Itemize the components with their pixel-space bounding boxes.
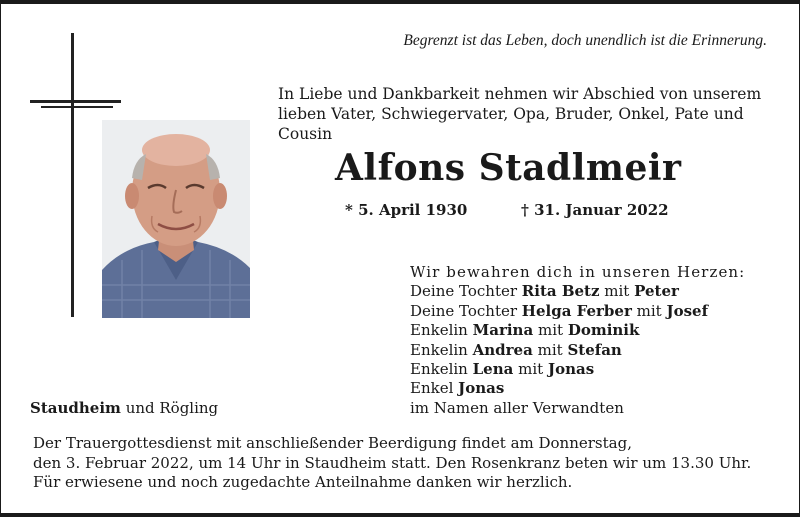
service-details	[33, 434, 773, 493]
intro-line: lieben Vater, Schwiegervater, Opa, Bruder, Onkel, Pate und	[278, 105, 744, 123]
location	[30, 399, 218, 417]
intro-line: Cousin	[278, 125, 333, 143]
intro-text	[278, 84, 778, 144]
death-date: † 31. Januar 2022	[521, 201, 669, 219]
footer-line: den 3. Februar 2022, um 14 Uhr in Staudheim statt. Den Rosenkranz beten wir um 13.30 Uhr.	[33, 453, 752, 472]
mourners-closing: im Namen aller Verwandten	[410, 398, 624, 417]
portrait-photo	[102, 120, 250, 318]
mourner-line: Enkelin Marina mit Dominik	[410, 321, 640, 340]
mourners-list	[410, 263, 780, 418]
mourner-line: Deine Tochter Rita Betz mit Peter	[410, 282, 679, 301]
deceased-name: Alfons Stadlmeir	[335, 147, 682, 189]
birth-date: * 5. April 1930	[345, 201, 468, 219]
mourner-line: Enkel Jonas	[410, 379, 505, 398]
mourners-heading: Wir bewahren dich in unseren Herzen:	[410, 263, 746, 281]
location-rest: und Rögling	[125, 399, 219, 417]
footer-line: Für erwiesene und noch zugedachte Anteilnahme danken wir herzlich.	[33, 473, 573, 491]
motto: Begrenzt ist das Leben, doch unendlich ist die Erinnerung.	[403, 32, 767, 49]
mourner-line: Enkelin Andrea mit Stefan	[410, 340, 622, 359]
location-town: Staudheim	[30, 399, 121, 417]
footer-line: Der Trauergottesdienst mit anschließender Beerdigung findet am Donnerstag,	[33, 434, 632, 452]
mourner-line: Deine Tochter Helga Ferber mit Josef	[410, 301, 709, 320]
intro-line: In Liebe und Dankbarkeit nehmen wir Abschied von unserem	[278, 85, 762, 103]
mourner-line: Enkelin Lena mit Jonas	[410, 360, 595, 379]
